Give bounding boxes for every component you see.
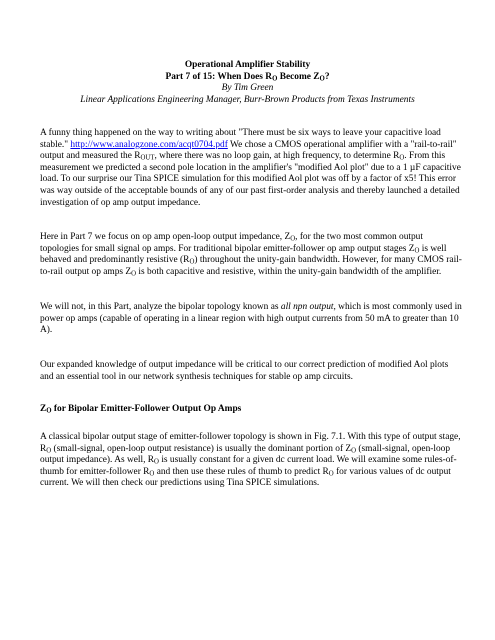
paragraph-exclusion: We will not, in this Part, analyze the bipolar topology known as all npn output, which is most commonly used in power op amps (capable of operating in a linear region with high output currents from 50 mA to greater than 10 A). bbox=[40, 302, 462, 336]
article-link[interactable]: http://www.analogzone.com/acqt0704.pdf bbox=[70, 139, 228, 150]
affiliation: Linear Applications Engineering Manager, Burr-Brown Products from Texas Instruments bbox=[80, 94, 415, 105]
section-heading: $Z_O$ for Bipolar Emitter-Follower Output Op Amps bbox=[40, 404, 242, 415]
paragraph-intro: A funny thing happened on the way to writing about "There must be six ways to leave your capacitive load stable." http://www.analogzone.com/acqt0704.pdf We chose a CMOS operational amplifier with a "rail-to-rail" output and measured the $R_{OUT}$, where there was no loop gain, at high frequency, to determine $R_O$. From this measurement we predicted a second pole location in the amplifier's "modified Aol plot" due to a 1 µF capacitive load. To our surprise our Tina SPICE simulation for this modified Aol plot was off by a factor of x5! This error was way outside of the acceptable bounds of any of our past first-order analysis and thereby launched a detailed investigation of op amp output impedance. bbox=[40, 128, 461, 208]
paragraph-focus: Here in Part 7 we focus on op amp open-loop output impedance, $Z_O$, for the two most common output topologies for small signal op amps. For traditional bipolar emitter-follower op amp output stages $Z_O$ is well behaved and predominantly resistive $(R_O)$ throughout the unity-gain bandwidth. However, for many CMOS rail-to-rail output op amps $Z_O$ is both capacitive and resistive, within the unity-gain bandwidth of the amplifier. bbox=[40, 232, 462, 278]
part-title: Part 7 of 15: When Does $R_O$ Become $Z_O$? bbox=[165, 71, 330, 83]
document-header bbox=[40, 60, 455, 106]
byline: By Tim Green bbox=[221, 83, 274, 94]
paragraph-knowledge: Our expanded knowledge of output impedance will be critical to our correct prediction of modified Aol plots and an essential tool in our network synthesis techniques for stable op amp circuits. bbox=[40, 360, 449, 382]
document-title: Operational Amplifier Stability bbox=[184, 60, 311, 70]
paragraph-bipolar: A classical bipolar output stage of emitter-follower topology is shown in Fig. 7.1. With this type of output stage, $R_O$ (small-signal, open-loop output resistance) is usually the dominant portion of $Z_O$ (small-signal, open-loop output impedance). As well, $R_O$ is usually constant for a given dc current load. We will examine some rules-of-thumb for emitter-follower $R_O$ and then use these rules of thumb to predict $R_O$ for various values of dc output current. We will then check our predictions using Tina SPICE simulations. bbox=[40, 432, 461, 489]
emphasis-all-npn-output: all npn output bbox=[280, 302, 334, 312]
